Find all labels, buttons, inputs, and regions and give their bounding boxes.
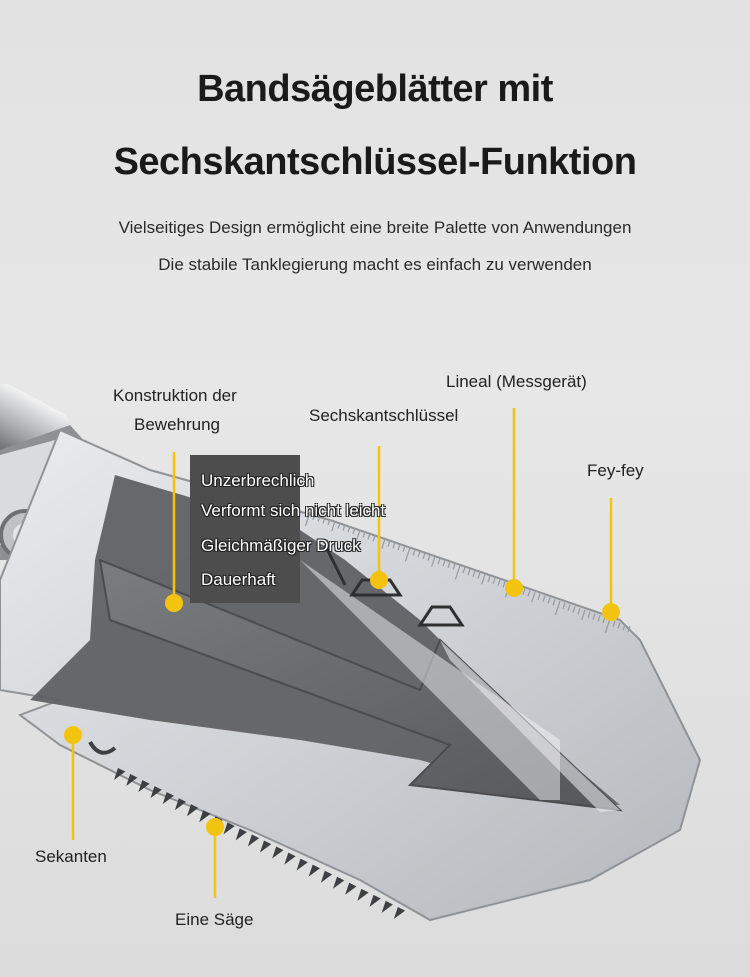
saw-tooth [394, 907, 405, 919]
saw-tooth [248, 834, 259, 846]
feature-even-pressure: Gleichmäßiger Druck [201, 536, 361, 555]
page-title-line1: Bandsägeblätter mit [197, 68, 553, 110]
feature-no-deform: Verformt sich nicht leicht [201, 501, 386, 520]
label-secant: Sekanten [35, 847, 107, 866]
saw-tooth [357, 889, 368, 901]
saw-tooth [382, 901, 393, 913]
saw-tooth [333, 877, 344, 889]
label-reinforcement-line1: Konstruktion der [113, 386, 237, 405]
label-ruler: Lineal (Messgerät) [446, 372, 587, 391]
saw-tooth [370, 895, 381, 907]
subtitle-line2: Die stabile Tanklegierung macht es einfach zu verwenden [158, 255, 592, 274]
feature-unbreakable: Unzerbrechlich [201, 471, 315, 490]
saw-tooth [236, 828, 247, 840]
saw-tooth [309, 865, 320, 877]
label-fey-fey: Fey-fey [587, 461, 644, 480]
label-hex-wrench: Sechskantschlüssel [309, 406, 459, 425]
saw-tooth [284, 853, 295, 865]
saw-tooth [260, 841, 271, 853]
feature-durable: Dauerhaft [201, 570, 276, 589]
label-reinforcement-line2: Bewehrung [134, 415, 221, 434]
saw-tooth [297, 859, 308, 871]
saw-tooth [321, 871, 332, 883]
label-saw: Eine Säge [175, 910, 254, 929]
saw-tooth [345, 883, 356, 895]
saw-tooth [272, 847, 283, 859]
page-title-line2: Sechskantschlüssel-Funktion [113, 141, 637, 183]
subtitle-line1: Vielseitiges Design ermöglicht eine breite Palette von Anwendungen [118, 218, 632, 237]
